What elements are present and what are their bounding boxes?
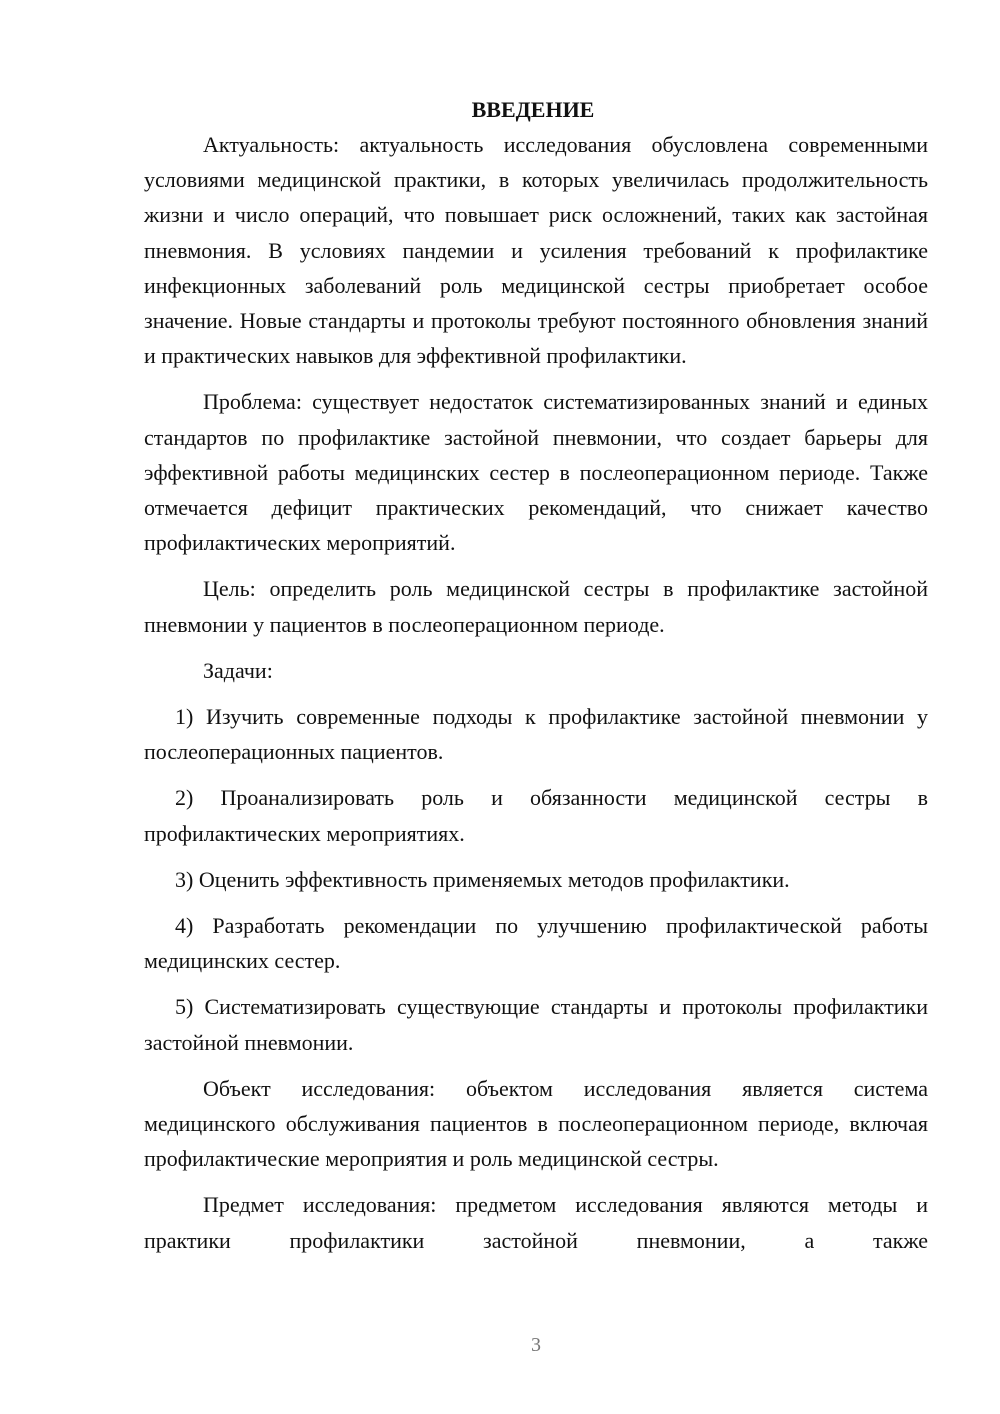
task-item: 4) Разработать рекомендации по улучшению профилактической работы медицинских сестер. (144, 913, 928, 974)
section-title: ВВЕДЕНИЕ (471, 97, 595, 122)
paragraph-goal: Цель: определить роль медицинской сестры в профилактике застойной пневмонии у пациентов в послеоперационном периоде. (144, 576, 928, 637)
task-item: 2) Проанализировать роль и обязанности медицинской сестры в профилактических мероприятиях. (144, 785, 928, 846)
paragraph-problem: Проблема: существует недостаток систематизированных знаний и единых стандартов по профилактике застойной пневмонии, что создает барьеры для эффективной работы медицинских сестер в послеоперационном периоде. Также отмечается дефицит практических рекомендаций, что снижает качество профилактических мероприятий. (144, 389, 928, 556)
page-number: 3 (531, 1334, 541, 1356)
tasks-heading: Задачи: (203, 657, 273, 683)
task-item: 1) Изучить современные подходы к профилактике застойной пневмонии у послеоперационных пациентов. (144, 704, 928, 765)
task-item: 5) Систематизировать существующие стандарты и протоколы профилактики застойной пневмонии. (144, 994, 928, 1055)
paragraph-object: Объект исследования: объектом исследования является система медицинского обслуживания пациентов в послеоперационном периоде, включая профилактические мероприятия и роль медицинской сестры. (144, 1075, 928, 1172)
task-item: 3) Оценить эффективность применяемых методов профилактики. (175, 866, 790, 892)
paragraph-subject: Предмет исследования: предметом исследования являются методы и практики профилактики застойной пневмонии, а также (144, 1192, 928, 1253)
paragraph-relevance: Актуальность: актуальность исследования обусловлена современными условиями медицинской практики, в которых увеличилась продолжительность жизни и число операций, что повышает риск осложнений, таких как застойная пневмония. В условиях пандемии и усиления требований к профилактике инфекционных заболеваний роль медицинской сестры приобретает особое значение. Новые стандарты и протоколы требуют постоянного обновления знаний и практических навыков для эффективной профилактики. (144, 132, 928, 369)
page-content (144, 92, 928, 1269)
